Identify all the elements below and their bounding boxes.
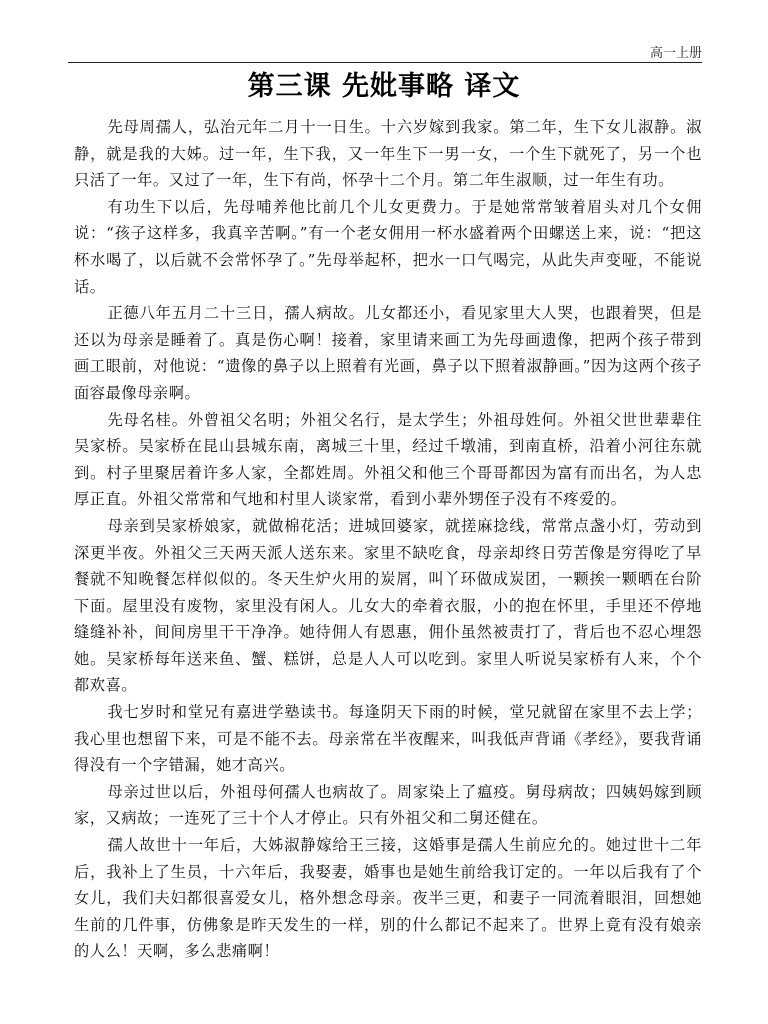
paragraph-4: 先母名桂。外曾祖父名明；外祖父名行，是太学生；外祖母姓何。外祖父世世辈辈住吴家桥。吴家桥在昆山县城东南，离城三十里，经过千墩浦，到南直桥，沿着小河往东就到。村子里聚居着许多人家，全都姓周。外祖父和他三个哥哥都因为富有而出名，为人忠厚正直。外祖父常常和气地和村里人谈家常，看到小辈外甥侄子没有不疼爱的。 [74, 410, 702, 509]
header-label: 高一上册 [649, 46, 702, 61]
header-rule [68, 62, 702, 63]
paragraph-5: 母亲到吴家桥娘家，就做棉花活；进城回婆家，就搓麻捻线，常常点盏小灯，劳动到深更半夜。外祖父三天两天派人送东来。家里不缺吃食，母亲却终日劳苦像是穷得吃了早餐就不知晚餐怎样似似的。冬天生炉火用的炭屑，叫丫环做成炭团，一颗挨一颗晒在台阶下面。屋里没有废物，家里没有闲人。儿女大的牵着衣服，小的抱在怀里，手里还不停地缝缝补补，间间房里干干净净。她待佣人有恩惠，佣仆虽然被责打了，背后也不忍心埋怨她。吴家桥每年送来鱼、蟹、糕饼，总是人人可以吃到。家里人听说吴家桥有人来，个个都欢喜。 [74, 516, 702, 695]
paragraph-1: 先母周孺人，弘治元年二月十一日生。十六岁嫁到我家。第二年，生下女儿淑静。淑静，就是我的大姊。过一年，生下我，又一年生下一男一女，一个生下就死了，另一个也只活了一年。又过了一年，生下有尚，怀孕十二个月。第二年生淑顺，过一年生有功。 [74, 118, 702, 190]
paragraph-3: 正德八年五月二十三日，孺人病故。儿女都还小，看见家里大人哭，也跟着哭，但是还以为母亲是睡着了。真是伤心啊！接着，家里请来画工为先母画遗像，把两个孩子带到画工眼前，对他说：“遗像的鼻子以上照着有光画，鼻子以下照着淑静画。”因为这两个孩子面容最像母亲啊。 [74, 304, 702, 402]
paragraph-6: 我七岁时和堂兄有嘉进学塾读书。每逢阴天下雨的时候，堂兄就留在家里不去上学；我心里也想留下来，可是不能不去。母亲常在半夜醒来，叫我低声背诵《孝经》，要我背诵得没有一个字错漏，她才高兴。 [74, 703, 702, 775]
paragraph-8: 孺人故世十一年后，大姊淑静嫁给王三接，这婚事是孺人生前应允的。她过世十二年后，我补上了生员，十六年后，我娶妻，婚事也是她生前给我订定的。一年以后我有了个女儿，我们夫妇都很喜爱女儿，格外想念母亲。夜半三更，和妻子一同流着眼泪，回想她生前的几件事，仿佛象是昨天发生的一样，别的什么都记不起来了。世界上竟有没有娘亲的人么！天啊，多么悲痛啊！ [74, 836, 702, 961]
paragraph-7: 母亲过世以后，外祖母何孺人也病故了。周家染上了瘟疫。舅母病故；四姨妈嫁到顾家，又病故；一连死了三十个人才停止。只有外祖父和二舅还健在。 [74, 782, 702, 828]
body-text [74, 114, 702, 965]
page-title: 第三课 先妣事略 译文 [247, 71, 521, 102]
paragraph-2: 有功生下以后，先母哺养他比前几个儿女更费力。于是她常常皱着眉头对几个女佣说：“孩子这样多，我真辛苦啊。”有一个老女佣用一杯水盛着两个田螺送上来，说：“把这杯水喝了，以后就不会常怀孕了。”先母举起杯，把水一口气喝完，从此失声变哑，不能说话。 [74, 197, 702, 296]
